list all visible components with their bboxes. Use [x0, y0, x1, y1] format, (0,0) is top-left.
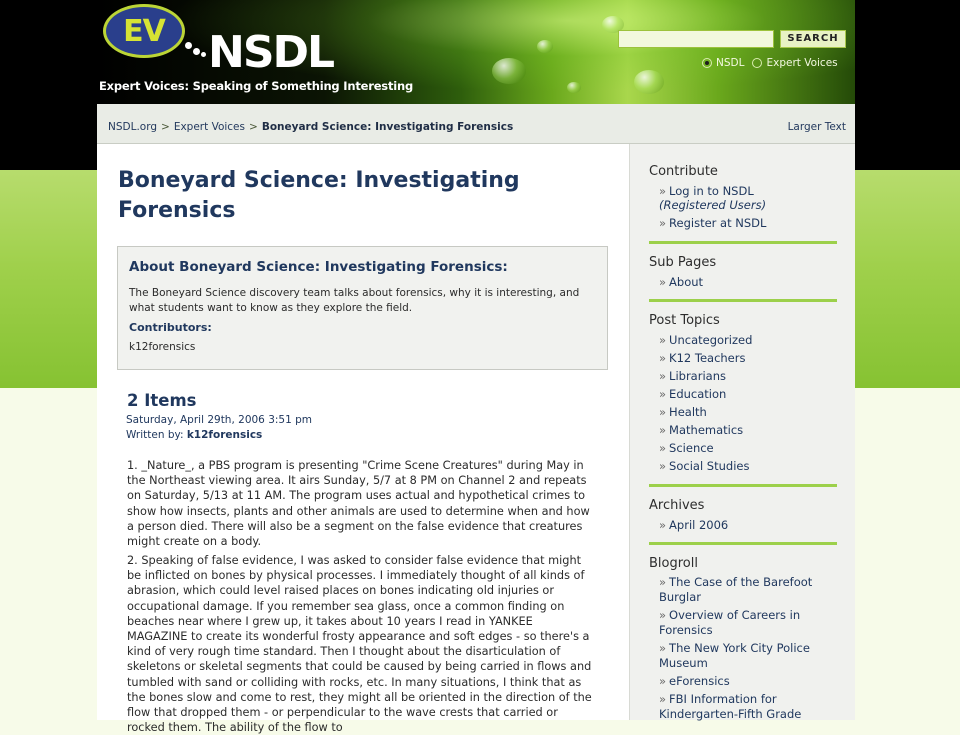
- sidebar-item-topic[interactable]: [659, 387, 841, 402]
- topic-link[interactable]: Health: [669, 405, 707, 419]
- post-paragraph: 2. Speaking of false evidence, I was asked to consider false evidence that might be inflicted on bones by physical processes. I immediately thought of all kinds of abrasion, which could level raised places on bones indicating old injuries or occupational damage. If you remember sea glass, once a common finding on beaches near where I grew up, it takes about 10 years I read in YANKEE MAGAZINE to create its wonderful frosty appearance and soft edges - so there's a kind of very rough time standard. Then I thought about the disarticulation of skeletons or skeletal segments that could be caused by being carried in flows and tumbled with sand or colliding with rocks, etc. In many situations, I think that as the bones slow and come to rest, they might all be oriented in the direction of the flow that dropped them - or perpendicular to the wave crests that carried or rocked them. The ability of the flow to: [127, 554, 592, 735]
- contribute-list: [659, 184, 841, 234]
- sidebar-item-topic[interactable]: [659, 369, 841, 384]
- sidebar-item-topic[interactable]: [659, 423, 841, 438]
- arrow-icon: »: [659, 674, 667, 688]
- topic-link[interactable]: Science: [669, 441, 714, 455]
- scope-radio-nsdl[interactable]: [702, 58, 712, 68]
- sidebar-item-blogroll[interactable]: [659, 575, 819, 605]
- search-scope-options: [702, 57, 846, 69]
- written-by-label: Written by:: [126, 429, 184, 441]
- arrow-icon: »: [659, 575, 667, 589]
- water-drop-decoration: [634, 70, 664, 94]
- topic-link[interactable]: Education: [669, 387, 727, 401]
- arrow-icon: »: [659, 608, 667, 622]
- arrow-icon: »: [659, 369, 667, 383]
- sidebar-divider: [649, 484, 837, 487]
- arrow-icon: »: [659, 423, 667, 437]
- breadcrumb-separator: >: [161, 121, 170, 133]
- blogroll-list: [659, 575, 819, 725]
- sidebar-item-topic[interactable]: [659, 459, 841, 474]
- arrow-icon: »: [659, 405, 667, 419]
- topic-link[interactable]: Librarians: [669, 369, 726, 383]
- sidebar-divider: [649, 542, 837, 545]
- login-link[interactable]: Log in to NSDL: [669, 184, 754, 198]
- blogroll-link[interactable]: eForensics: [669, 674, 730, 688]
- sidebar-item-blogroll[interactable]: [659, 692, 819, 722]
- arrow-icon: »: [659, 387, 667, 401]
- topic-link[interactable]: Uncategorized: [669, 333, 753, 347]
- about-box: [117, 246, 608, 370]
- topic-link[interactable]: Mathematics: [669, 423, 744, 437]
- blogroll-link[interactable]: Overview of Careers in Forensics: [659, 608, 801, 637]
- sidebar-item-topic[interactable]: [659, 351, 841, 366]
- sidebar-heading-blogroll: Blogroll: [649, 556, 698, 571]
- post-date: Saturday, April 29th, 2006 3:51 pm: [126, 414, 313, 426]
- arrow-icon: »: [659, 692, 667, 706]
- archives-list: [659, 518, 841, 536]
- ev-logo[interactable]: [103, 4, 185, 58]
- search-button[interactable]: SEARCH: [780, 30, 846, 48]
- post-author-link[interactable]: k12forensics: [186, 429, 263, 441]
- water-drop-decoration: [492, 58, 526, 84]
- topic-link[interactable]: K12 Teachers: [669, 351, 746, 365]
- register-link[interactable]: Register at NSDL: [669, 216, 767, 230]
- page-container: [97, 0, 855, 735]
- scope-label-nsdl: NSDL: [716, 57, 745, 69]
- larger-text-link[interactable]: Larger Text: [787, 121, 846, 133]
- arrow-icon: »: [659, 459, 667, 473]
- scope-label-expert-voices: Expert Voices: [766, 57, 838, 69]
- login-note: (Registered Users): [659, 198, 767, 212]
- post-topics-list: [659, 333, 841, 477]
- sidebar-heading-sub-pages: Sub Pages: [649, 255, 717, 270]
- water-drop-decoration: [567, 82, 581, 93]
- sidebar-divider: [649, 241, 837, 244]
- sidebar-heading-contribute: Contribute: [649, 164, 718, 179]
- arrow-icon: »: [659, 351, 667, 365]
- main-content: [97, 144, 629, 735]
- contributors-heading: Contributors:: [129, 321, 212, 334]
- blogroll-link[interactable]: The Case of the Barefoot Burglar: [659, 575, 813, 604]
- sidebar-item-topic[interactable]: [659, 441, 841, 456]
- page-title: Boneyard Science: Investigating Forensics: [118, 168, 520, 223]
- breadcrumb-link-nsdl[interactable]: NSDL.org: [108, 121, 158, 133]
- breadcrumb-current: Boneyard Science: Investigating Forensics: [261, 121, 514, 133]
- sidebar-heading-post-topics: Post Topics: [649, 313, 720, 328]
- nsdl-logo-text: NSDL: [208, 27, 334, 78]
- arrow-icon: »: [659, 518, 667, 532]
- sidebar-item-archive[interactable]: [659, 518, 841, 533]
- sidebar-item-about[interactable]: [659, 275, 841, 290]
- site-tagline: Expert Voices: Speaking of Something Interesting: [99, 79, 414, 93]
- sidebar-heading-archives: Archives: [649, 498, 705, 513]
- post-paragraph: 1. _Nature_, a PBS program is presenting "Crime Scene Creatures" during May in the Northeast viewing area. It airs Sunday, 5/7 at 8 PM on Channel 2 and repeats on Saturday, 5/13 at 11 AM. The program uses actual and hypothetical crimes to show how insects, plants and other animals are used to determine when and how a person died. There will also be a segment on the false evidence that creatures might create on a body.: [127, 459, 590, 549]
- breadcrumb-bar: [97, 104, 855, 144]
- blogroll-link[interactable]: The New York City Police Museum: [659, 641, 810, 670]
- arrow-icon: »: [659, 333, 667, 347]
- sidebar-item-topic[interactable]: [659, 405, 841, 420]
- sidebar-item-topic[interactable]: [659, 333, 841, 348]
- about-description: The Boneyard Science discovery team talks about forensics, why it is interesting, and what students want to know as they explore the field.: [129, 287, 580, 314]
- sub-pages-list: [659, 275, 841, 293]
- search-input[interactable]: [618, 30, 774, 48]
- arrow-icon: »: [659, 275, 667, 289]
- sidebar-divider: [649, 299, 837, 302]
- sidebar: [629, 144, 855, 720]
- sidebar-item-blogroll[interactable]: [659, 641, 819, 671]
- arrow-icon: »: [659, 641, 667, 655]
- sidebar-item-register[interactable]: [659, 216, 841, 231]
- ev-logo-text: EV: [123, 13, 165, 49]
- water-drop-decoration: [537, 40, 553, 53]
- scope-radio-expert-voices[interactable]: [752, 58, 762, 68]
- arrow-icon: »: [659, 216, 667, 230]
- post-byline: [126, 429, 262, 441]
- contributor-link[interactable]: k12forensics: [129, 341, 196, 353]
- breadcrumb: [108, 121, 513, 133]
- blogroll-link[interactable]: FBI Information for Kindergarten-Fifth Grade: [659, 692, 802, 721]
- breadcrumb-separator: >: [249, 121, 258, 133]
- archive-link[interactable]: April 2006: [669, 518, 729, 532]
- about-heading: About Boneyard Science: Investigating Forensics:: [129, 259, 508, 275]
- nsdl-logo[interactable]: [208, 27, 334, 78]
- arrow-icon: »: [659, 441, 667, 455]
- about-link[interactable]: About: [669, 275, 704, 289]
- sidebar-item-blogroll[interactable]: [659, 674, 819, 689]
- topic-link[interactable]: Social Studies: [669, 459, 750, 473]
- site-header: [97, 0, 855, 104]
- items-count-heading: 2 Items: [127, 391, 197, 410]
- breadcrumb-link-expert-voices[interactable]: Expert Voices: [173, 121, 245, 133]
- sidebar-item-blogroll[interactable]: [659, 608, 819, 638]
- sidebar-item-login[interactable]: [659, 184, 841, 213]
- arrow-icon: »: [659, 184, 667, 198]
